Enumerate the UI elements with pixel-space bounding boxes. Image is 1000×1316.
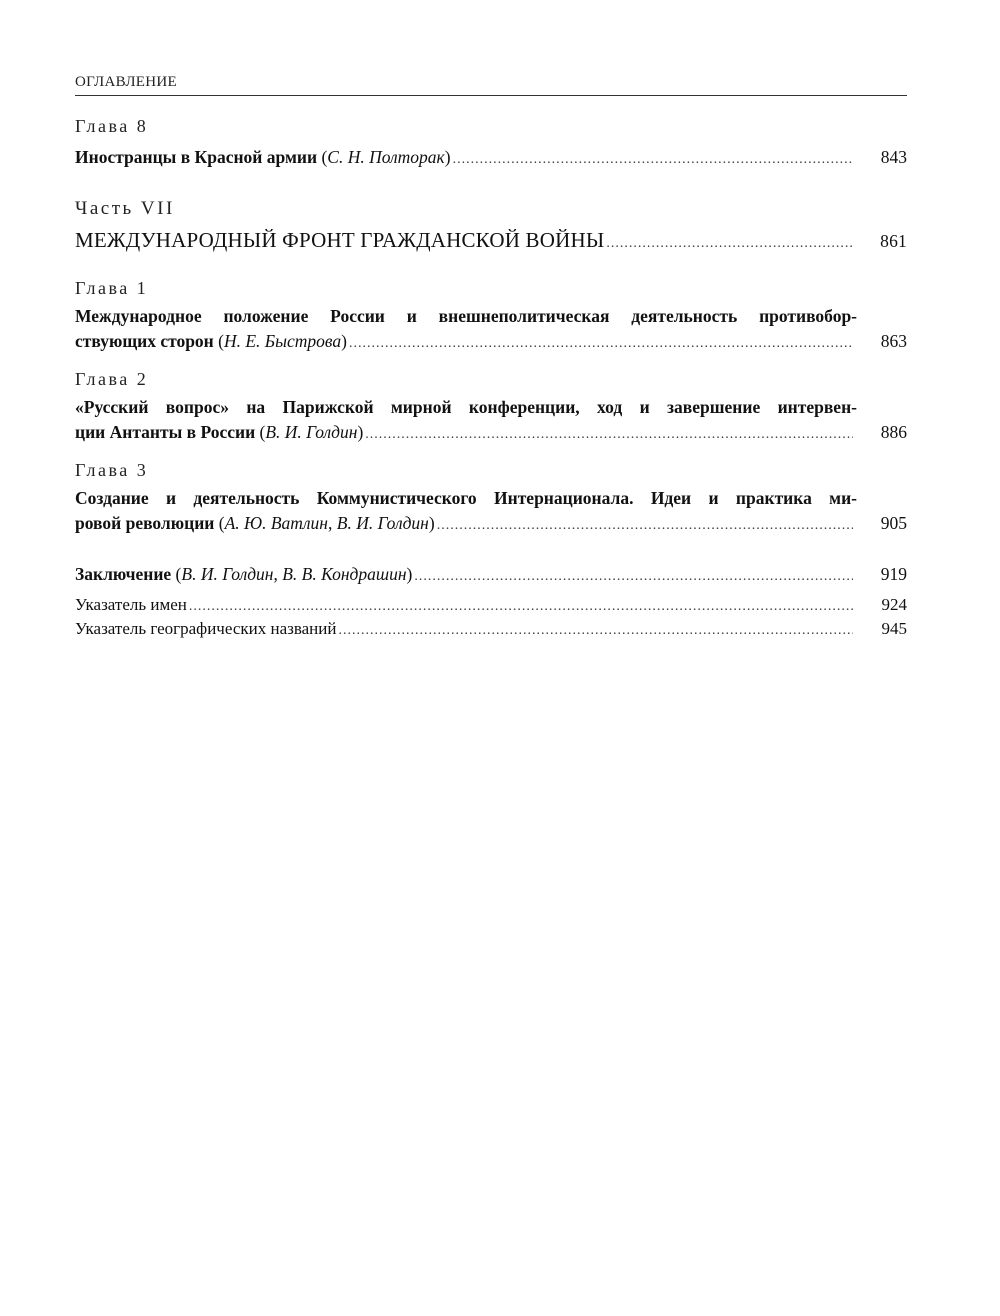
toc-back-matter [75, 562, 907, 642]
toc-entry[interactable]: «Русский вопрос» на Парижской мирной конференции, ход и завершение интервен- ции Антанты в России (В. И. Голдин) ..... 886 [75, 395, 907, 447]
entry-title: МЕЖДУНАРОДНЫЙ ФРОНТ ГРАЖДАНСКОЙ ВОЙНЫ [75, 228, 605, 252]
page-number: 863 [880, 331, 907, 351]
page-number: 945 [881, 619, 907, 638]
toc-chapter-2 [75, 369, 907, 447]
part-label: Часть VII [75, 198, 175, 219]
page-number: 905 [880, 513, 907, 533]
toc-part-7 [75, 198, 907, 256]
toc-entry-names-index[interactable] [75, 594, 907, 618]
leader-dots [606, 231, 853, 256]
entry-title: Указатель географических названий [75, 619, 337, 638]
leader-dots [414, 564, 853, 589]
entry-author: С. Н. Полторак [327, 147, 445, 167]
entry-title: Заключение [75, 564, 172, 584]
entry-author: В. В. Кондрашин [282, 564, 407, 584]
toc-entry-geo-index[interactable] [75, 618, 907, 642]
running-header: ОГЛАВЛЕНИЕ [75, 74, 907, 96]
toc-chapter-1 [75, 278, 907, 356]
entry-title: ствующих сторон [75, 331, 214, 351]
toc-chapter-3 [75, 460, 907, 538]
entry-title-line1: Международное положение России и внешнеполитическая деятельность противобор- [75, 306, 857, 326]
toc-entry-conclusion[interactable]: Заключение (В. И. Голдин, В. В. Кондрашин) ..... 919 [75, 562, 907, 589]
entry-title-line1: Создание и деятельность Коммунистического Интернационала. Идеи и практика ми- [75, 488, 857, 508]
leader-dots [453, 147, 853, 172]
leader-dots [349, 331, 853, 356]
toc-entry[interactable]: Иностранцы в Красной армии (С. Н. Полторак) ..... 843 [75, 145, 907, 172]
toc-entry[interactable]: Создание и деятельность Коммунистического Интернационала. Идеи и практика ми- ровой революции (А. Ю. Ватлин, В. И. Голдин) ..... 905 [75, 486, 907, 538]
entry-title: ровой революции [75, 513, 215, 533]
entry-author: В. И. Голдин [181, 564, 274, 584]
toc-entry[interactable] [75, 228, 907, 256]
entry-title: Указатель имен [75, 595, 187, 614]
entry-title-line1: «Русский вопрос» на Парижской мирной конференции, ход и завершение интервен- [75, 397, 857, 417]
leader-dots [365, 422, 853, 447]
leader-dots [437, 513, 853, 538]
chapter-label: Глава 8 [75, 116, 149, 136]
page-number: 919 [880, 564, 907, 584]
leader-dots [189, 596, 853, 618]
leader-dots [338, 620, 853, 642]
entry-author: А. Ю. Ватлин [224, 513, 328, 533]
chapter-label: Глава 2 [75, 369, 149, 389]
entry-author: В. И. Голдин [336, 513, 429, 533]
page-number: 843 [880, 147, 907, 167]
toc-entry[interactable]: Международное положение России и внешнеполитическая деятельность противобор- ствующих сторон (Н. Е. Быстрова) ..... 863 [75, 304, 907, 356]
page-number: 924 [881, 595, 907, 614]
entry-author: Н. Е. Быстрова [223, 331, 342, 351]
entry-title: Иностранцы в Красной армии [75, 147, 318, 167]
page-number: 861 [880, 231, 907, 251]
entry-author: В. И. Голдин [265, 422, 358, 442]
entry-title: ции Антанты в России [75, 422, 256, 442]
toc-chapter-8 [75, 116, 907, 172]
chapter-label: Глава 3 [75, 460, 149, 480]
page-number: 886 [880, 422, 907, 442]
chapter-label: Глава 1 [75, 278, 149, 298]
